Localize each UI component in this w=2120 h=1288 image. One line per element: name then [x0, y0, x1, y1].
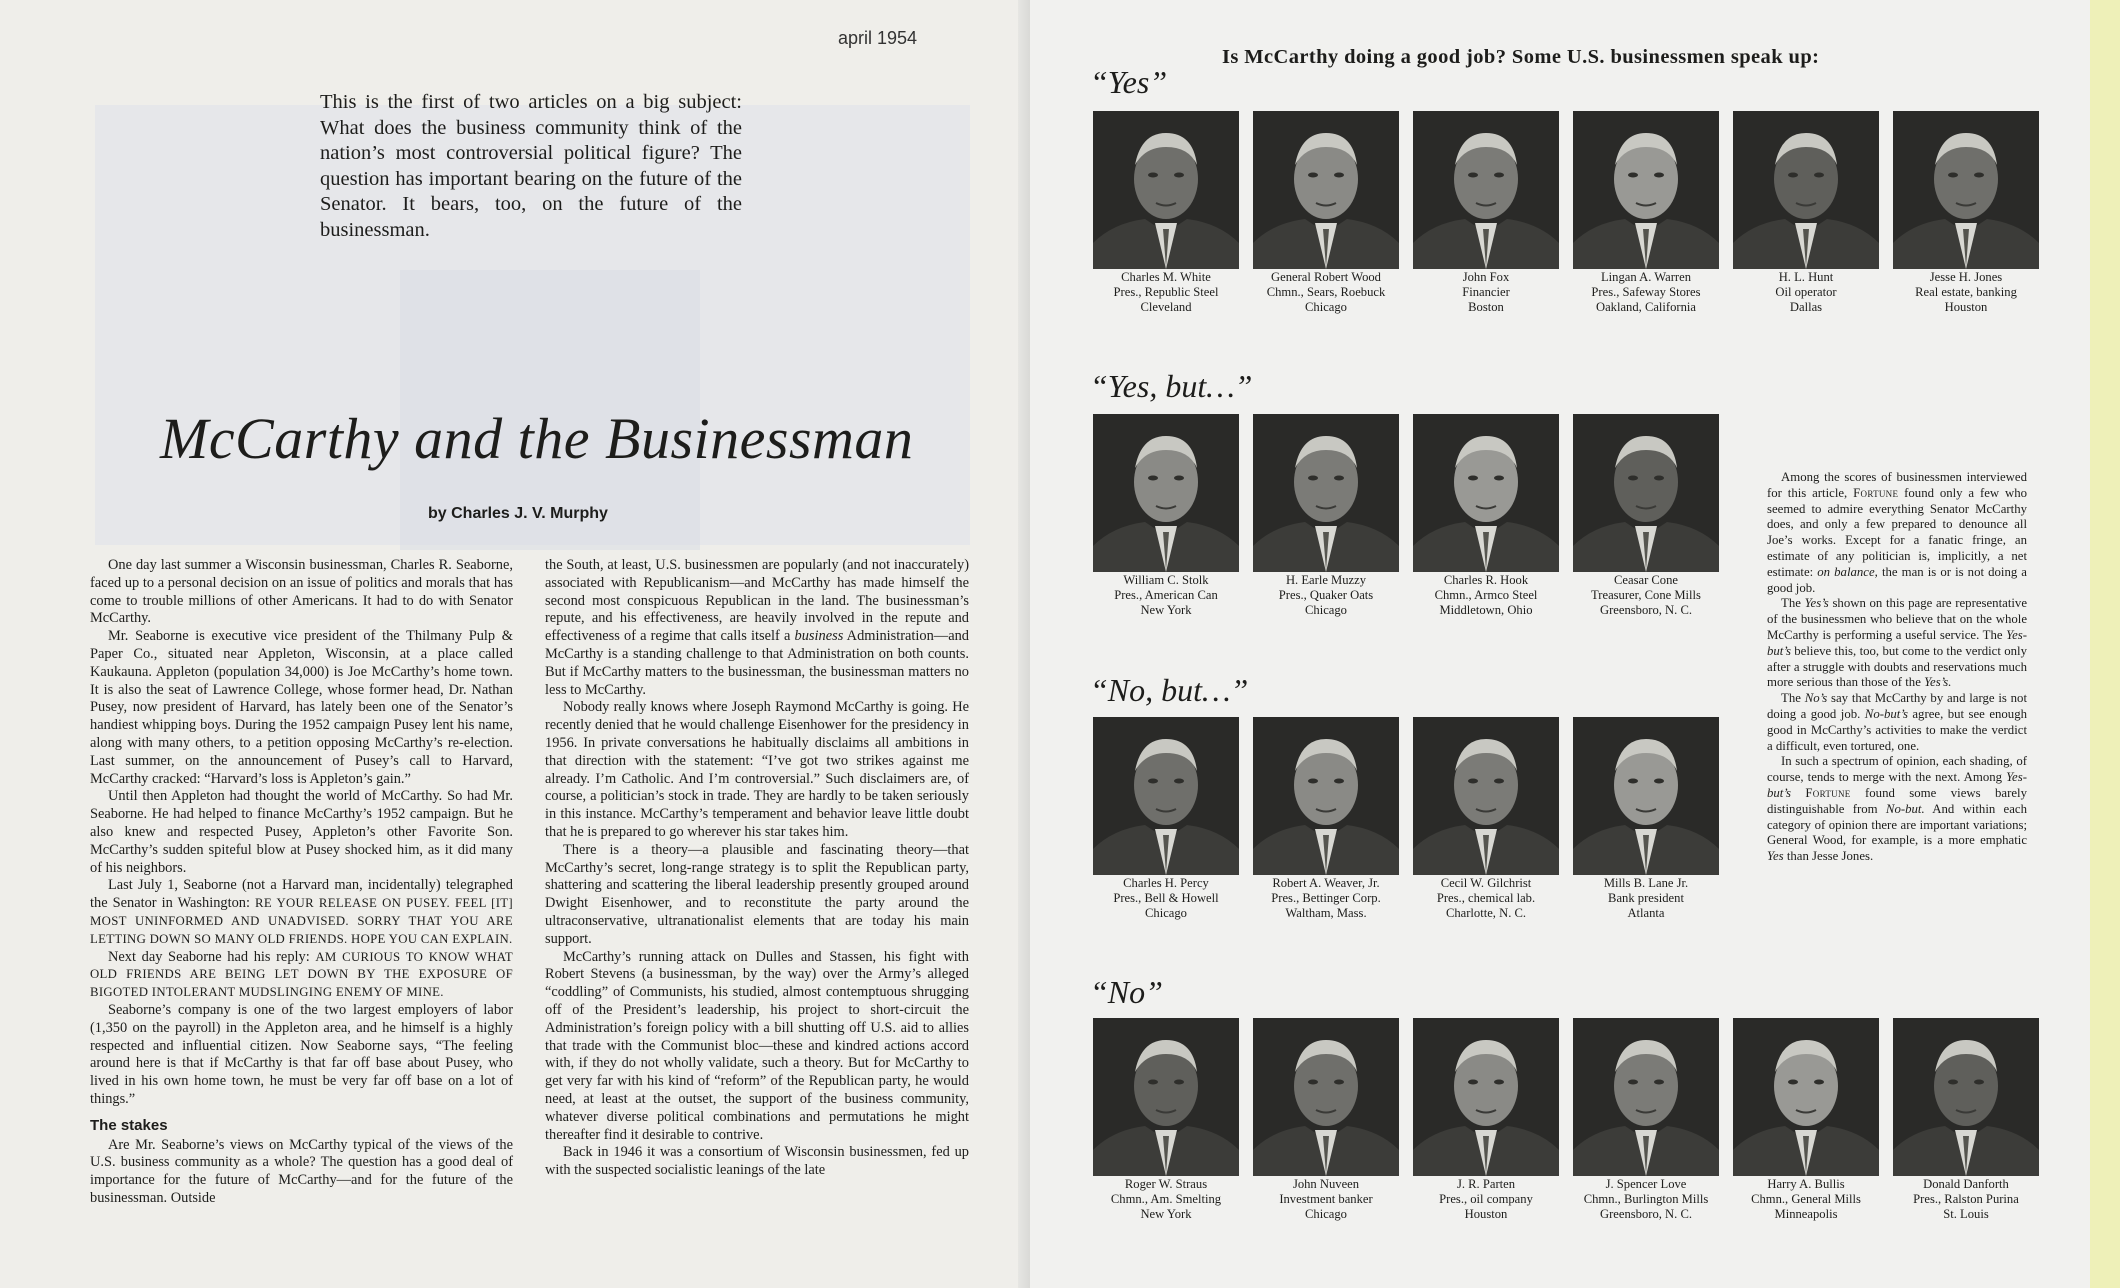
caption-place: Dallas: [1789, 300, 1823, 314]
article-title: McCarthy and the Businessman: [160, 406, 914, 471]
caption-role: Bank president: [1608, 891, 1684, 905]
page-edge: [2090, 0, 2120, 1288]
portrait-caption: [1082, 876, 1250, 921]
caption-role: Pres., Quaker Oats: [1278, 588, 1374, 602]
text-run: Next day Seaborne had his reply:: [108, 948, 310, 965]
portrait-photo: [1413, 717, 1559, 875]
telegram-text: RE YOUR RELEASE ON PUSEY. FEEL [IT] MOST UNINFORMED AND UNADVISED. SORRY THAT YOU ARE LETTING DOWN SO MANY OLD FRIENDS. HOPE YOU CAN EXPLAIN.: [90, 896, 513, 946]
sidebar-text: [1767, 470, 2027, 865]
caption-place: Atlanta: [1627, 906, 1665, 920]
portrait-photo: [1413, 414, 1559, 572]
caption-place: Chicago: [1305, 603, 1347, 617]
text-run: Administration—and McCarthy is a standing challenge to that Administration on both counts. But if McCarthy matters to the businessman, the businessman matters no less to McCarthy.: [545, 628, 969, 698]
caption-role: Investment banker: [1279, 1192, 1373, 1206]
paragraph: Are Mr. Seaborne’s views on McCarthy typical of the views of the U.S. business community as a whole? The question has a good deal of importance for the future of McCarthy—and for the future of the businessman. Outside: [90, 1136, 513, 1206]
caption-role: Pres., Bell & Howell: [1113, 891, 1219, 905]
caption-place: Chicago: [1305, 1207, 1347, 1221]
emphasis: Yes-but’s: [1767, 770, 2027, 800]
emphasis: on balance,: [1817, 564, 1878, 579]
caption-name: Charles H. Percy: [1123, 876, 1209, 890]
portrait-photo: [1733, 1018, 1879, 1176]
left-page: [0, 0, 1030, 1288]
text-column-1: [90, 557, 513, 1208]
text-column-2: [545, 557, 969, 1180]
portrait-caption: [1722, 270, 1890, 315]
opinion-section-label: “Yes, but…”: [1090, 368, 1253, 404]
caption-place: Middletown, Ohio: [1439, 603, 1533, 617]
caption-place: Charlotte, N. C.: [1445, 906, 1527, 920]
caption-name: Ceasar Cone: [1614, 573, 1678, 587]
spread-headline: Is McCarthy doing a good job? Some U.S. businessmen speak up:: [1222, 46, 1820, 68]
text-run: Last July 1, Seaborne (not a Harvard man, incidentally) telegraphed the Senator in Washington:: [90, 877, 513, 912]
portrait-photo: [1573, 414, 1719, 572]
opinion-section-label: “No, but…”: [1090, 672, 1249, 708]
caption-place: St. Louis: [1943, 1207, 1989, 1221]
text-run: And within each category of opinion there are important variations; General Wood, for example, is a more emphatic: [1767, 801, 2027, 848]
caption-name: J. Spencer Love: [1605, 1177, 1687, 1191]
portrait-photo: [1573, 1018, 1719, 1176]
portrait-photo: [1253, 414, 1399, 572]
caption-place: Houston: [1944, 300, 1988, 314]
paragraph: McCarthy’s running attack on Dulles and Stassen, his fight with Robert Stevens (a businessman, by the way) over the Army’s alleged “coddling” of Communists, his studied, almost contemptuous shrugging off of the President’s leadership, his project to short-circuit the Administration’s foreign policy with a bill shutting off U.S. aid to allies that trade with the Communist bloc—these and kindred actions accord with, if they do not wholly validate, such a theory. But for McCarthy to get very far with his kind of “reform” of the Republican party, he would need, at least at the outset, the support of the business community, whatever diverse political combinations and permutations he might thereafter find it desirable to contrive.: [545, 948, 969, 1143]
text-run: the man is or is not doing a good job.: [1767, 564, 2027, 595]
article-intro: This is the first of two articles on a big subject: What does the business community think of the nation’s most controversial political figure? The question has important bearing on the future of the Senator. It bears, too, on the future of the businessman.: [320, 91, 742, 241]
portrait-photo: [1093, 111, 1239, 269]
paragraph: Until then Appleton had thought the world of McCarthy. So had Mr. Seaborne. He had helped to finance McCarthy’s 1952 campaign. But he also knew and respected Pusey, Appleton’s other Favorite Son. McCarthy’s sudden spiteful blow at Pusey shocked him, as it did many of his neighbors.: [90, 788, 513, 876]
portrait-caption: [1882, 270, 2050, 315]
caption-place: Waltham, Mass.: [1285, 906, 1367, 920]
caption-name: Robert A. Weaver, Jr.: [1272, 876, 1380, 890]
portrait-caption: [1242, 876, 1410, 921]
emphasis: Yes: [1767, 849, 1784, 864]
text-run: The: [1781, 596, 1801, 611]
opinion-section-label: “No”: [1090, 974, 1163, 1010]
portrait-photo: [1733, 111, 1879, 269]
portrait-photo: [1253, 717, 1399, 875]
caption-place: New York: [1140, 1207, 1192, 1221]
caption-name: Charles R. Hook: [1443, 573, 1529, 587]
portrait-caption: [1242, 1177, 1410, 1222]
portrait-caption: [1242, 573, 1410, 618]
portrait-caption: [1562, 1177, 1730, 1222]
caption-name: Lingan A. Warren: [1600, 270, 1692, 284]
paragraph: [90, 877, 513, 948]
caption-name: J. R. Parten: [1456, 1177, 1516, 1191]
caption-role: Pres., chemical lab.: [1436, 891, 1536, 905]
byline: by Charles J. V. Murphy: [428, 505, 608, 522]
caption-role: Treasurer, Cone Mills: [1591, 588, 1701, 602]
section-subhead: The stakes: [90, 1116, 168, 1134]
caption-name: Donald Danforth: [1923, 1177, 2009, 1191]
caption-name: William C. Stolk: [1123, 573, 1209, 587]
emphasis: No’s: [1804, 691, 1828, 706]
caption-role: Pres., Ralston Purina: [1913, 1192, 2019, 1206]
portrait-caption: [1722, 1177, 1890, 1222]
text-run: found only a few who seemed to admire everything Senator McCarthy does, and only a few prepared to denounce all Joe’s works. Except for a fanatic fringe, an estimate of any politician is, implicitly, a net estimate:: [1767, 485, 2027, 579]
magazine-name: Fortune: [1853, 485, 1899, 500]
portrait-photo: [1093, 1018, 1239, 1176]
paragraph: [1767, 754, 2027, 865]
portrait-photo: [1093, 717, 1239, 875]
portrait-photo: [1253, 111, 1399, 269]
paragraph: [90, 949, 513, 1002]
emphasis: Yes’s.: [1924, 675, 1952, 690]
paragraph: There is a theory—a plausible and fascinating theory—that McCarthy’s secret, long-range strategy is to split the Republican party, shattering and scattering the liberal leadership presently grouped around Dwight Eisenhower, and to reconstitute the party around the ultraconservative, ultranationalist elements that are today his main support.: [545, 841, 969, 947]
caption-role: Pres., oil company: [1439, 1192, 1533, 1206]
portrait-caption: [1402, 1177, 1570, 1222]
portrait-caption: [1882, 1177, 2050, 1222]
portrait-caption: [1082, 1177, 1250, 1222]
paragraph: Nobody really knows where Joseph Raymond McCarthy is going. He recently denied that he would challenge Eisenhower for the presidency in 1956. In private conversations he habitually disclaims all ambitions in that direction with the statement: “I’ve got two strikes against me already. I’m Catholic. And I’m controversial.” Such disclaimers are, of course, a politician’s stock in trade. They are hardly to be taken seriously in this instance. McCarthy’s temperament and behavior leave little doubt that he is prepared to go wherever his star takes him.: [545, 699, 969, 840]
caption-name: Cecil W. Gilchrist: [1440, 876, 1532, 890]
caption-role: Real estate, banking: [1915, 285, 2017, 299]
caption-role: Oil operator: [1775, 285, 1837, 299]
caption-place: Houston: [1464, 1207, 1508, 1221]
caption-role: Chmn., Sears, Roebuck: [1266, 285, 1386, 299]
portrait-caption: [1402, 573, 1570, 618]
caption-role: Pres., Bettinger Corp.: [1271, 891, 1381, 905]
caption-role: Pres., Safeway Stores: [1591, 285, 1701, 299]
portrait-caption: [1082, 270, 1250, 315]
caption-name: Mills B. Lane Jr.: [1603, 876, 1689, 890]
caption-name: Charles M. White: [1121, 270, 1211, 284]
magazine-name: Fortune: [1805, 785, 1851, 800]
caption-place: Chicago: [1305, 300, 1347, 314]
text-run: shown on this page are representative of the businessmen who believe that on the whole McCarthy is performing a useful service. The: [1767, 596, 2028, 642]
text-run: believe this, too, but come to the verdict only after a struggle with doubts and reservations much more serious than those of the: [1767, 643, 2027, 690]
text-run: In such a spectrum of opinion, each shading, of course, tends to merge with the next. Among: [1767, 754, 2027, 785]
portrait-photo: [1893, 1018, 2039, 1176]
portrait-caption: [1562, 573, 1730, 618]
paragraph: Seaborne’s company is one of the two largest employers of labor (1,350 on the payroll) in the Appleton area, and he himself is a highly respected and influential citizen. Now Seaborne says, “The feeling around here is that if McCarthy is that far off base about Pusey, who lived in his own home town, he must be very far off base on a lot of things.”: [90, 1001, 513, 1107]
issue-date: april 1954: [838, 28, 918, 48]
caption-name: H. Earle Muzzy: [1285, 573, 1367, 587]
portrait-caption: [1562, 270, 1730, 315]
text-run: Among the scores of businessmen interviewed for this article,: [1767, 470, 2027, 500]
paragraph: [1767, 596, 2027, 691]
portrait-photo: [1093, 414, 1239, 572]
caption-place: Greensboro, N. C.: [1600, 603, 1692, 617]
emphasis: Yes’s: [1804, 596, 1829, 611]
caption-place: Cleveland: [1140, 300, 1192, 314]
text-run: say that McCarthy by and large is not doing a good job.: [1767, 691, 2028, 721]
portrait-caption: [1082, 573, 1250, 618]
paragraph: One day last summer a Wisconsin businessman, Charles R. Seaborne, faced up to a personal decision on an issue of politics and morals that has come to trouble millions of other Americans. It had to do with Senator McCarthy.: [90, 557, 513, 627]
portrait-photo: [1253, 1018, 1399, 1176]
caption-name: Jesse H. Jones: [1929, 270, 2003, 284]
caption-place: Boston: [1468, 300, 1504, 314]
caption-name: Roger W. Straus: [1124, 1177, 1208, 1191]
portrait-photo: [1893, 111, 2039, 269]
emphasis: No-but.: [1885, 801, 1925, 816]
caption-place: Minneapolis: [1774, 1207, 1838, 1221]
paragraph: [545, 557, 969, 699]
caption-place: Oakland, California: [1595, 300, 1697, 314]
caption-name: General Robert Wood: [1271, 270, 1381, 284]
portrait-photo: [1573, 111, 1719, 269]
emphasis: Yes-but’s: [1767, 627, 2027, 658]
portrait-caption: [1402, 876, 1570, 921]
caption-name: Harry A. Bullis: [1767, 1177, 1845, 1191]
paragraph: [1767, 691, 2027, 754]
text-run: the South, at least, U.S. businessmen are popularly (and not inaccurately) associated with Republicanism—and McCarthy has made himself the second most conspicuous Republican in the land. The businessman’s repute, and his effectiveness, are heavily involved in the repute and effectiveness of a regime that calls itself a: [545, 557, 969, 645]
caption-place: Chicago: [1145, 906, 1187, 920]
paragraph: Mr. Seaborne is executive vice president of the Thilmany Pulp & Paper Co., situated near Appleton, Wisconsin, at a place called Kaukauna. Appleton (population 34,000) is Joe McCarthy’s home town. It is also the seat of Lawrence College, whose former head, Dr. Nathan Pusey, now president of Harvard, has lately been one of the Senator’s handiest whipping boys. During the 1952 campaign Pusey lent his name, along with many others, to a petition opposing McCarthy’s re-election. Last summer, on the announcement of Pusey’s call to Harvard, McCarthy cracked: “Harvard’s loss is Appleton’s gain.”: [90, 628, 513, 787]
text-run: agree, but see enough good in McCarthy’s activities to make the verdict a difficult, even tortured, one.: [1767, 706, 2027, 753]
opinion-section-label: “Yes”: [1090, 64, 1168, 100]
text-run: found some views barely distinguishable from: [1767, 785, 2028, 816]
caption-role: Chmn., Armco Steel: [1434, 588, 1538, 602]
emphasis: business: [794, 628, 844, 645]
portrait-caption: [1242, 270, 1410, 315]
caption-role: Pres., American Can: [1114, 588, 1218, 602]
caption-role: Financier: [1462, 285, 1510, 299]
caption-role: Chmn., Burlington Mills: [1583, 1192, 1709, 1206]
portrait-photo: [1413, 111, 1559, 269]
emphasis: No-but’s: [1864, 706, 1908, 721]
portrait-photo: [1413, 1018, 1559, 1176]
text-run: than Jesse Jones.: [1786, 849, 1874, 864]
paragraph: [1767, 470, 2027, 596]
caption-name: H. L. Hunt: [1778, 270, 1834, 284]
paragraph: Back in 1946 it was a consortium of Wisconsin businessmen, fed up with the suspected socialistic leanings of the late: [545, 1144, 969, 1179]
caption-place: New York: [1140, 603, 1192, 617]
portrait-caption: [1402, 270, 1570, 315]
caption-role: Pres., Republic Steel: [1113, 285, 1219, 299]
caption-role: Chmn., Am. Smelting: [1110, 1192, 1222, 1206]
caption-name: John Nuveen: [1292, 1177, 1360, 1191]
telegram-text: AM CURIOUS TO KNOW WHAT OLD FRIENDS ARE BEING LET DOWN BY THE EXPOSURE OF BIGOTED INTOLERANT MUDSLINGING ENEMY OF MINE.: [90, 949, 513, 1000]
caption-name: John Fox: [1462, 270, 1510, 284]
caption-place: Greensboro, N. C.: [1600, 1207, 1692, 1221]
text-run: The: [1781, 691, 1801, 706]
portrait-photo: [1573, 717, 1719, 875]
caption-role: Chmn., General Mills: [1751, 1192, 1861, 1206]
portrait-caption: [1562, 876, 1730, 921]
